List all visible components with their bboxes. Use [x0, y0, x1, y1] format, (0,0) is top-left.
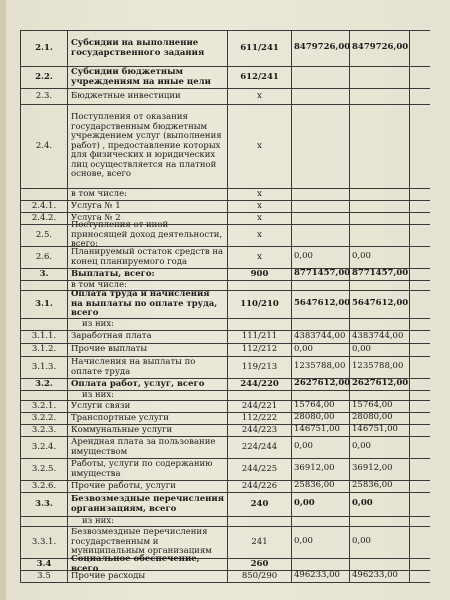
- row-value-1: 36912,00: [292, 459, 350, 480]
- row-value-2: [350, 517, 410, 526]
- row-code: 112/212: [228, 344, 292, 356]
- row-value-1: 2627612,00: [294, 378, 351, 389]
- table-row: [20, 319, 430, 331]
- row-value-2: [350, 319, 410, 330]
- row-value-2: 0,00: [350, 527, 410, 558]
- row-value-2: 8771457,00: [352, 268, 409, 279]
- row-code: x: [228, 105, 292, 188]
- row-value-2: [350, 213, 410, 224]
- row-number: 3.1.1.: [20, 331, 68, 343]
- row-code: [228, 281, 292, 290]
- row-value-1: [292, 189, 350, 200]
- table-row: [20, 357, 430, 379]
- row-name: Выплаты, всего:: [68, 269, 228, 280]
- row-name: Транспортные услуги: [68, 413, 228, 424]
- row-code: x: [228, 201, 292, 212]
- row-code: 112/222: [228, 413, 292, 424]
- row-value-2: 0,00: [350, 344, 410, 356]
- row-name: Безвозмездные перечисления государственным и муниципальным организациям: [68, 527, 228, 558]
- table-row: [20, 105, 430, 189]
- row-number: 3.4: [20, 559, 68, 570]
- row-name: Субсидии на выполнение государственного задания: [68, 31, 228, 66]
- table-row: [20, 425, 430, 437]
- row-value-2: 28080,00: [350, 413, 410, 424]
- row-value-2: 1235788,00: [350, 357, 410, 378]
- row-number: [20, 391, 68, 400]
- table-row: [20, 571, 430, 583]
- row-value-2: 4383744,00: [350, 331, 410, 343]
- row-name: Коммунальные услуги: [68, 425, 228, 436]
- row-number: 3.1.2.: [20, 344, 68, 356]
- row-name: Бюджетные инвестиции: [68, 89, 228, 104]
- row-name: из них:: [68, 319, 228, 330]
- row-number: 3.2.3.: [20, 425, 68, 436]
- row-name: Заработная плата: [68, 331, 228, 343]
- row-number: [20, 281, 68, 290]
- table-row: [20, 201, 430, 213]
- row-value-1: 146751,00: [292, 425, 350, 436]
- row-code: x: [228, 189, 292, 200]
- table-row: [20, 291, 430, 319]
- row-value-1: 1235788,00: [292, 357, 350, 378]
- row-value-2: [350, 201, 410, 212]
- table-row: [20, 493, 430, 517]
- row-name: в том числе:: [68, 281, 228, 290]
- row-code: 260: [228, 559, 292, 570]
- row-value-2: 36912,00: [350, 459, 410, 480]
- row-name: из них:: [68, 517, 228, 526]
- table-row: [20, 247, 430, 269]
- table-row: [20, 67, 430, 89]
- row-number: 3.1.3.: [20, 357, 68, 378]
- row-number: 2.3.: [20, 89, 68, 104]
- row-value-2: [350, 281, 410, 290]
- table-row: [20, 331, 430, 344]
- row-name: Прочие работы, услуги: [68, 481, 228, 492]
- row-code: x: [228, 225, 292, 246]
- table-row: [20, 481, 430, 493]
- row-number: 2.4.: [20, 105, 68, 188]
- row-name: Прочие расходы: [68, 571, 228, 582]
- row-name: Услуга № 2: [68, 213, 228, 224]
- row-value-1: [292, 281, 350, 290]
- row-value-1: [292, 559, 350, 570]
- row-code: 119/213: [228, 357, 292, 378]
- row-number: 2.1.: [20, 31, 68, 66]
- table-row: [20, 553, 430, 574]
- row-value-1: [292, 517, 350, 526]
- row-name: в том числе:: [68, 189, 228, 200]
- row-value-1: 0,00: [292, 344, 350, 356]
- row-value-2: [350, 391, 410, 400]
- row-code: 240: [228, 493, 292, 516]
- table-row: [20, 437, 430, 459]
- row-number: 3.2.1.: [20, 401, 68, 412]
- row-value-1: 0,00: [292, 247, 350, 268]
- row-number: 3.5: [20, 571, 68, 582]
- row-name: Безвозмездные перечисления организациям, всего: [68, 493, 228, 516]
- row-number: 3.3.: [20, 493, 68, 516]
- row-value-1: [292, 89, 350, 104]
- document-page: [6, 0, 450, 600]
- row-value-2: 496233,00: [350, 571, 410, 582]
- table-row: [20, 89, 430, 105]
- table-row: [20, 31, 430, 67]
- row-code: x: [228, 247, 292, 268]
- budget-table: [20, 30, 430, 583]
- row-value-2: [350, 67, 410, 88]
- row-number: [20, 319, 68, 330]
- row-name: Услуги связи: [68, 401, 228, 412]
- row-code: 241: [228, 527, 292, 558]
- row-number: 3.1.: [20, 291, 68, 318]
- row-code: 244/223: [228, 425, 292, 436]
- row-number: 3.2.5.: [20, 459, 68, 480]
- row-value-1: 8479726,00: [292, 31, 350, 66]
- table-row: [20, 401, 430, 413]
- table-row: [20, 517, 430, 527]
- row-value-2: 25836,00: [350, 481, 410, 492]
- row-number: 2.4.2.: [20, 213, 68, 224]
- row-value-2: 5647612,00: [350, 291, 410, 318]
- row-value-2: 0,00: [350, 247, 410, 268]
- row-name: Поступления от иной приносящей доход деятельности, всего:: [68, 225, 228, 246]
- row-value-1: 0,00: [292, 493, 350, 516]
- row-code: [228, 517, 292, 526]
- row-value-1: 25836,00: [292, 481, 350, 492]
- row-number: 3.2.6.: [20, 481, 68, 492]
- table-row: [20, 413, 430, 425]
- row-value-1: 0,00: [292, 437, 350, 458]
- row-code: 244/221: [228, 401, 292, 412]
- row-name: Планируемый остаток средств на конец планируемого года: [68, 247, 228, 268]
- table-row: [20, 189, 430, 201]
- row-name: из них:: [68, 391, 228, 400]
- row-code: [228, 391, 292, 400]
- row-value-2: 2627612,00: [352, 378, 409, 389]
- row-value-2: 146751,00: [350, 425, 410, 436]
- row-value-2: [350, 105, 410, 188]
- table-row: [20, 220, 430, 250]
- row-code: x: [228, 89, 292, 104]
- row-value-2: 8479726,00: [350, 31, 410, 66]
- row-value-2: [350, 559, 410, 570]
- row-code: 244/225: [228, 459, 292, 480]
- row-number: 3.2.2.: [20, 413, 68, 424]
- row-value-1: 28080,00: [292, 413, 350, 424]
- table-row: [20, 344, 430, 357]
- row-value-1: [292, 225, 350, 246]
- row-code: 244/220: [228, 379, 292, 390]
- row-name: Прочие выплаты: [68, 344, 228, 356]
- row-number: [20, 189, 68, 200]
- row-number: 2.2.: [20, 67, 68, 88]
- row-value-2: 15764,00: [350, 401, 410, 412]
- row-value-2: 0,00: [350, 437, 410, 458]
- row-number: 3.3.1.: [20, 527, 68, 558]
- row-code: x: [228, 213, 292, 224]
- row-code: 850/290: [228, 571, 292, 582]
- row-value-1: 0,00: [292, 527, 350, 558]
- row-code: 900: [228, 269, 292, 280]
- row-value-1: 496233,00: [292, 571, 350, 582]
- row-value-2: [350, 225, 410, 246]
- row-number: 3.2.4.: [20, 437, 68, 458]
- row-name: Оплата работ, услуг, всего: [68, 379, 228, 390]
- row-value-1: [292, 319, 350, 330]
- row-value-1: [292, 105, 350, 188]
- row-code: 244/226: [228, 481, 292, 492]
- row-value-1: 15764,00: [292, 401, 350, 412]
- row-code: [228, 319, 292, 330]
- row-name: Поступления от оказания государственным бюджетным учреждением услуг (выполнения работ) , предоставление которых для физических и юридических лиц осуществляется на платной основе, всего: [68, 105, 228, 188]
- row-name: Услуга № 1: [68, 201, 228, 212]
- row-number: 3.: [20, 269, 68, 280]
- row-value-1: [292, 67, 350, 88]
- row-value-2: 0,00: [350, 493, 410, 516]
- row-value-2: [350, 189, 410, 200]
- row-value-1: [292, 213, 350, 224]
- row-name: Субсидии бюджетным учреждениям на иные цели: [68, 67, 228, 88]
- row-number: 2.6.: [20, 247, 68, 268]
- row-code: 612/241: [228, 67, 292, 88]
- row-name: Оплата труда и начисления на выплаты по оплате труда, всего: [68, 291, 228, 318]
- row-name: Начисления на выплаты по оплате труда: [68, 357, 228, 378]
- row-code: 224/244: [228, 437, 292, 458]
- row-name: Арендная плата за пользование имуществом: [68, 437, 228, 458]
- row-number: 3.2.: [20, 379, 68, 390]
- row-value-1: 4383744,00: [292, 331, 350, 343]
- row-number: 2.5.: [20, 225, 68, 246]
- row-name: Социальное обеспечение, всего: [68, 559, 228, 570]
- row-name: Работы, услуги по содержанию имущества: [68, 459, 228, 480]
- row-value-1: [292, 391, 350, 400]
- row-value-1: 5647612,00: [292, 291, 350, 318]
- row-value-1: [292, 201, 350, 212]
- row-value-2: [350, 89, 410, 104]
- row-number: 2.4.1.: [20, 201, 68, 212]
- row-code: 611/241: [228, 31, 292, 66]
- row-number: [20, 517, 68, 526]
- table-row: [20, 459, 430, 481]
- row-value-1: 8771457,00: [294, 268, 351, 279]
- row-code: 111/211: [228, 331, 292, 343]
- row-code: 110/210: [228, 291, 292, 318]
